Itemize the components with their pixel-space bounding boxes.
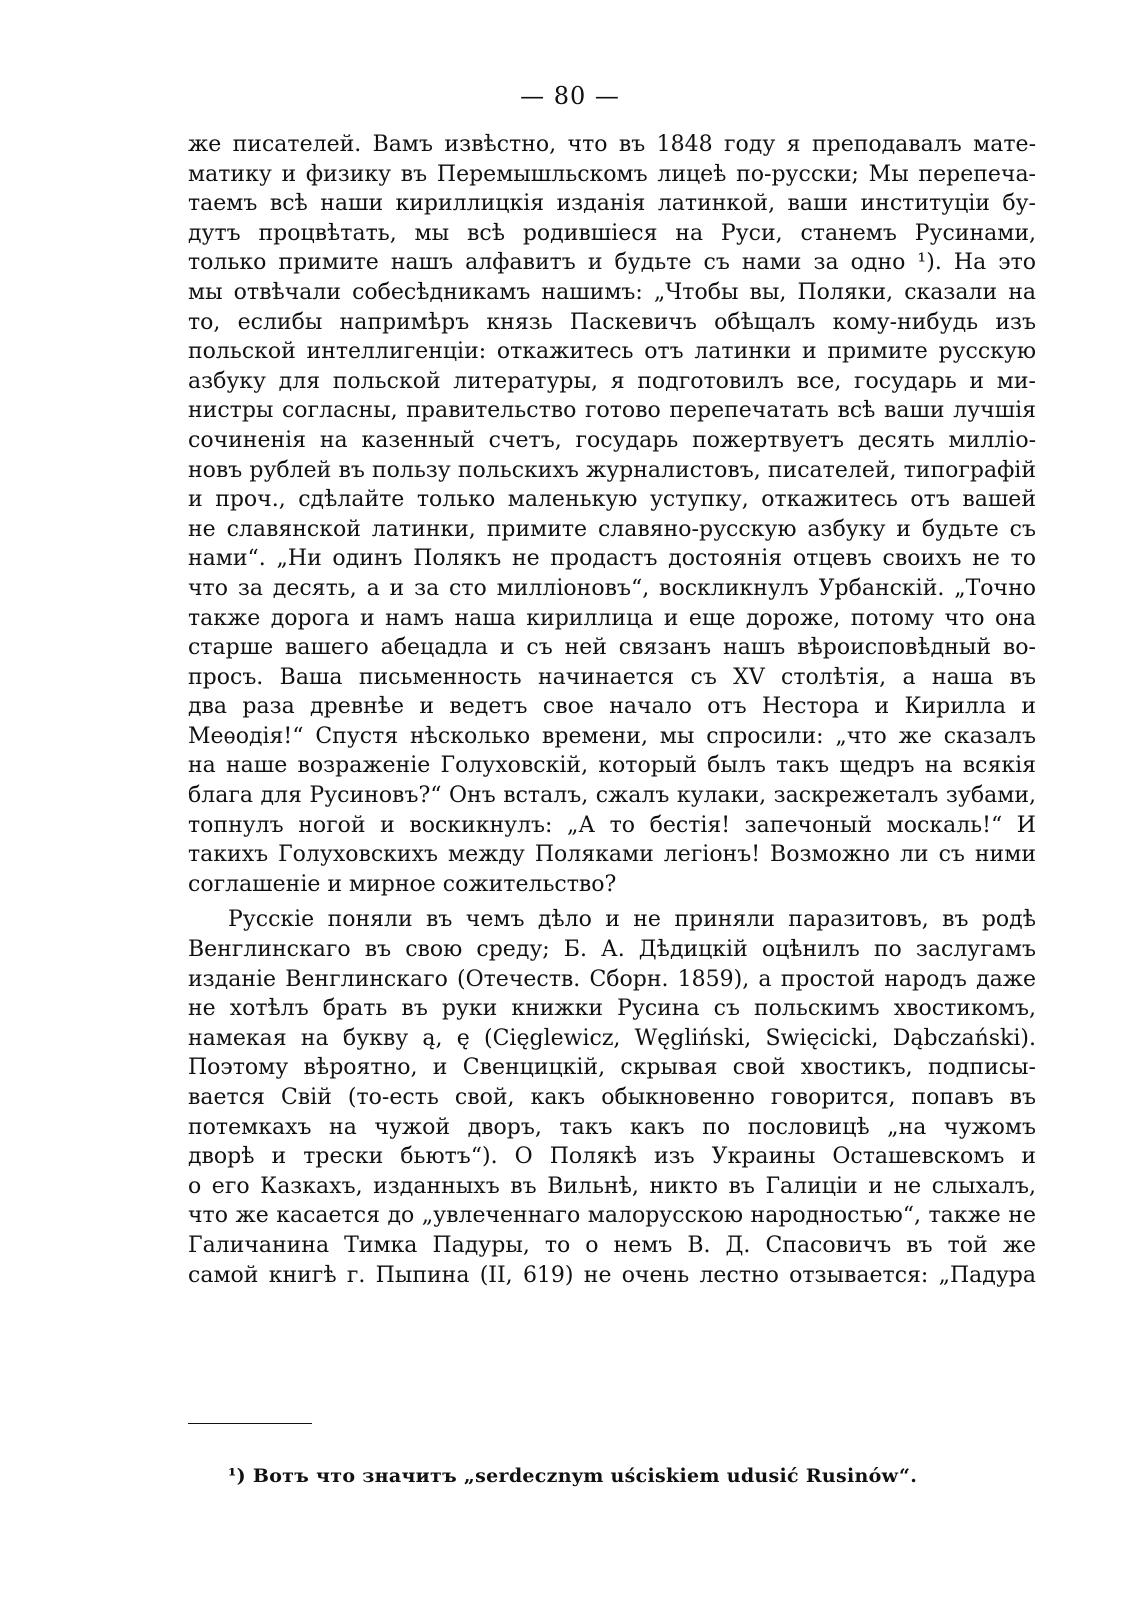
text-line: Поэтому вѣроятно, и Свенцицкій, скрывая свой хвостикъ, подписы- (188, 1055, 1036, 1081)
text-line: польской интеллигенціи: откажитесь отъ латинки и примите русскую (188, 339, 1036, 365)
text-line: дутъ процвѣтать, мы всѣ родившіеся на Руси, станемъ Русинами, (188, 220, 1036, 246)
text-line: Русскіе поняли въ чемъ дѣло и не приняли паразитовъ, въ родѣ (228, 907, 1036, 933)
text-line: Галичанина Тимка Падуры, то о немъ В. Д. Спасовичъ въ той же (188, 1232, 1036, 1258)
text-line: то, еслибы напримѣръ князь Паскевичъ обѣщалъ кому-нибудь изъ (188, 309, 1036, 335)
text-line: блага для Русиновъ?“ Онъ всталъ, сжалъ кулаки, заскрежеталъ зубами, (188, 783, 1036, 809)
text-line: и проч., сдѣлайте только маленькую уступку, откажитесь отъ вашей (188, 487, 1036, 513)
text-line: вается Свій (то-есть свой, какъ обыкновенно говорится, попавъ въ (188, 1085, 1036, 1110)
text-line: намекая на букву ą, ę (Cięglewicz, Węgliński, Swięcicki, Dąbczański). (188, 1025, 1036, 1051)
text-line: потемкахъ на чужой дворъ, такъ какъ по пословицѣ „на чужомъ (188, 1114, 1036, 1140)
page-number: — 80 — (520, 82, 620, 110)
text-line: также дорога и намъ наша кириллица и еще дороже, потому что она (188, 605, 1036, 631)
text-line: старше вашего абецадла и съ ней связанъ нашъ вѣроисповѣдный во- (188, 635, 1036, 661)
text-line: просъ. Ваша письменность начинается съ XV столѣтія, а наша въ (188, 664, 1036, 690)
text-line: два раза древнѣе и ведетъ свое начало отъ Нестора и Кирилла и (188, 694, 1036, 720)
paragraph (188, 905, 1036, 1290)
text-line: изданіе Венглинскаго (Отечеств. Сборн. 1859), а простой народъ даже (188, 966, 1036, 992)
text-line: не хотѣлъ брать въ руки книжки Русина съ польскимъ хвостикомъ, (188, 996, 1036, 1022)
text-line: Венглинскаго въ свою среду; Б. А. Дѣдицкій оцѣнилъ по заслугамъ (188, 937, 1036, 963)
text-line: матику и физику въ Перемышльскомъ лицеѣ по-русски; Мы перепеча- (188, 161, 1036, 187)
text-line: же писателей. Вамъ извѣстно, что въ 1848 году я преподавалъ мате- (188, 132, 1036, 157)
text-line: таемъ всѣ наши кириллицкія изданія латинкой, ваши институціи бу- (188, 191, 1036, 217)
text-line: Меѳодія!“ Спустя нѣсколько времени, мы спросили: „что же сказалъ (188, 723, 1036, 749)
text-line: на наше возраженіе Голуховскій, который былъ такъ щедръ на всякія (188, 753, 1036, 779)
text-line: что за десять, а и за сто милліоновъ“, воскликнулъ Урбанскій. „Точно (188, 575, 1036, 601)
text-line: нами“. „Ни одинъ Полякъ не продастъ достоянія отцевъ своихъ не то (188, 546, 1036, 572)
text-line: новъ рублей въ пользу польскихъ журналистовъ, писателей, типографій (188, 457, 1036, 483)
text-line: о его Казкахъ, изданныхъ въ Вильнѣ, никто въ Галиціи и не слыхалъ, (188, 1173, 1036, 1199)
paragraph-container (188, 130, 1036, 1290)
body-text (188, 130, 1036, 1290)
text-line: самой книгѣ г. Пыпина (II, 619) не очень лестно отзывается: „Падура (188, 1262, 1036, 1288)
text-line: нистры согласны, правительство готово перепечатать всѣ ваши лучшія (188, 398, 1036, 424)
text-line: такихъ Голуховскихъ между Поляками легіонъ! Возможно ли съ ними (188, 842, 1036, 868)
text-line: дворѣ и трески бьютъ“). О Полякѣ изъ Украины Осташевскомъ и (188, 1144, 1036, 1170)
footnote-text: Вотъ что значитъ „serdecznym uściskiem udusić Rusinów“. (252, 1465, 918, 1487)
text-line: топнулъ ногой и воскикнулъ: „А то бестія! запечоный москаль!“ И (188, 812, 1036, 838)
footnote-marker: ¹) (228, 1465, 246, 1487)
text-line: только примите нашъ алфавитъ и будьте съ нами за одно ¹). На это (188, 250, 1036, 276)
footnote (228, 1465, 917, 1487)
footnote-divider (188, 1423, 312, 1424)
text-line: соглашеніе и мирное сожительство? (188, 871, 617, 897)
text-line: что же касается до „увлеченнаго малорусскою народностью“, также не (188, 1203, 1036, 1229)
text-line: азбуку для польской литературы, я подготовилъ все, государь и ми- (188, 368, 1036, 394)
text-line: не славянской латинки, примите славяно-русскую азбуку и будьте съ (188, 516, 1036, 542)
paragraph (188, 130, 1036, 899)
text-line: сочиненія на казенный счетъ, государь пожертвуетъ десять милліо- (188, 427, 1036, 453)
text-line: мы отвѣчали собесѣдникамъ нашимъ: „Чтобы вы, Поляки, сказали на (188, 279, 1036, 305)
